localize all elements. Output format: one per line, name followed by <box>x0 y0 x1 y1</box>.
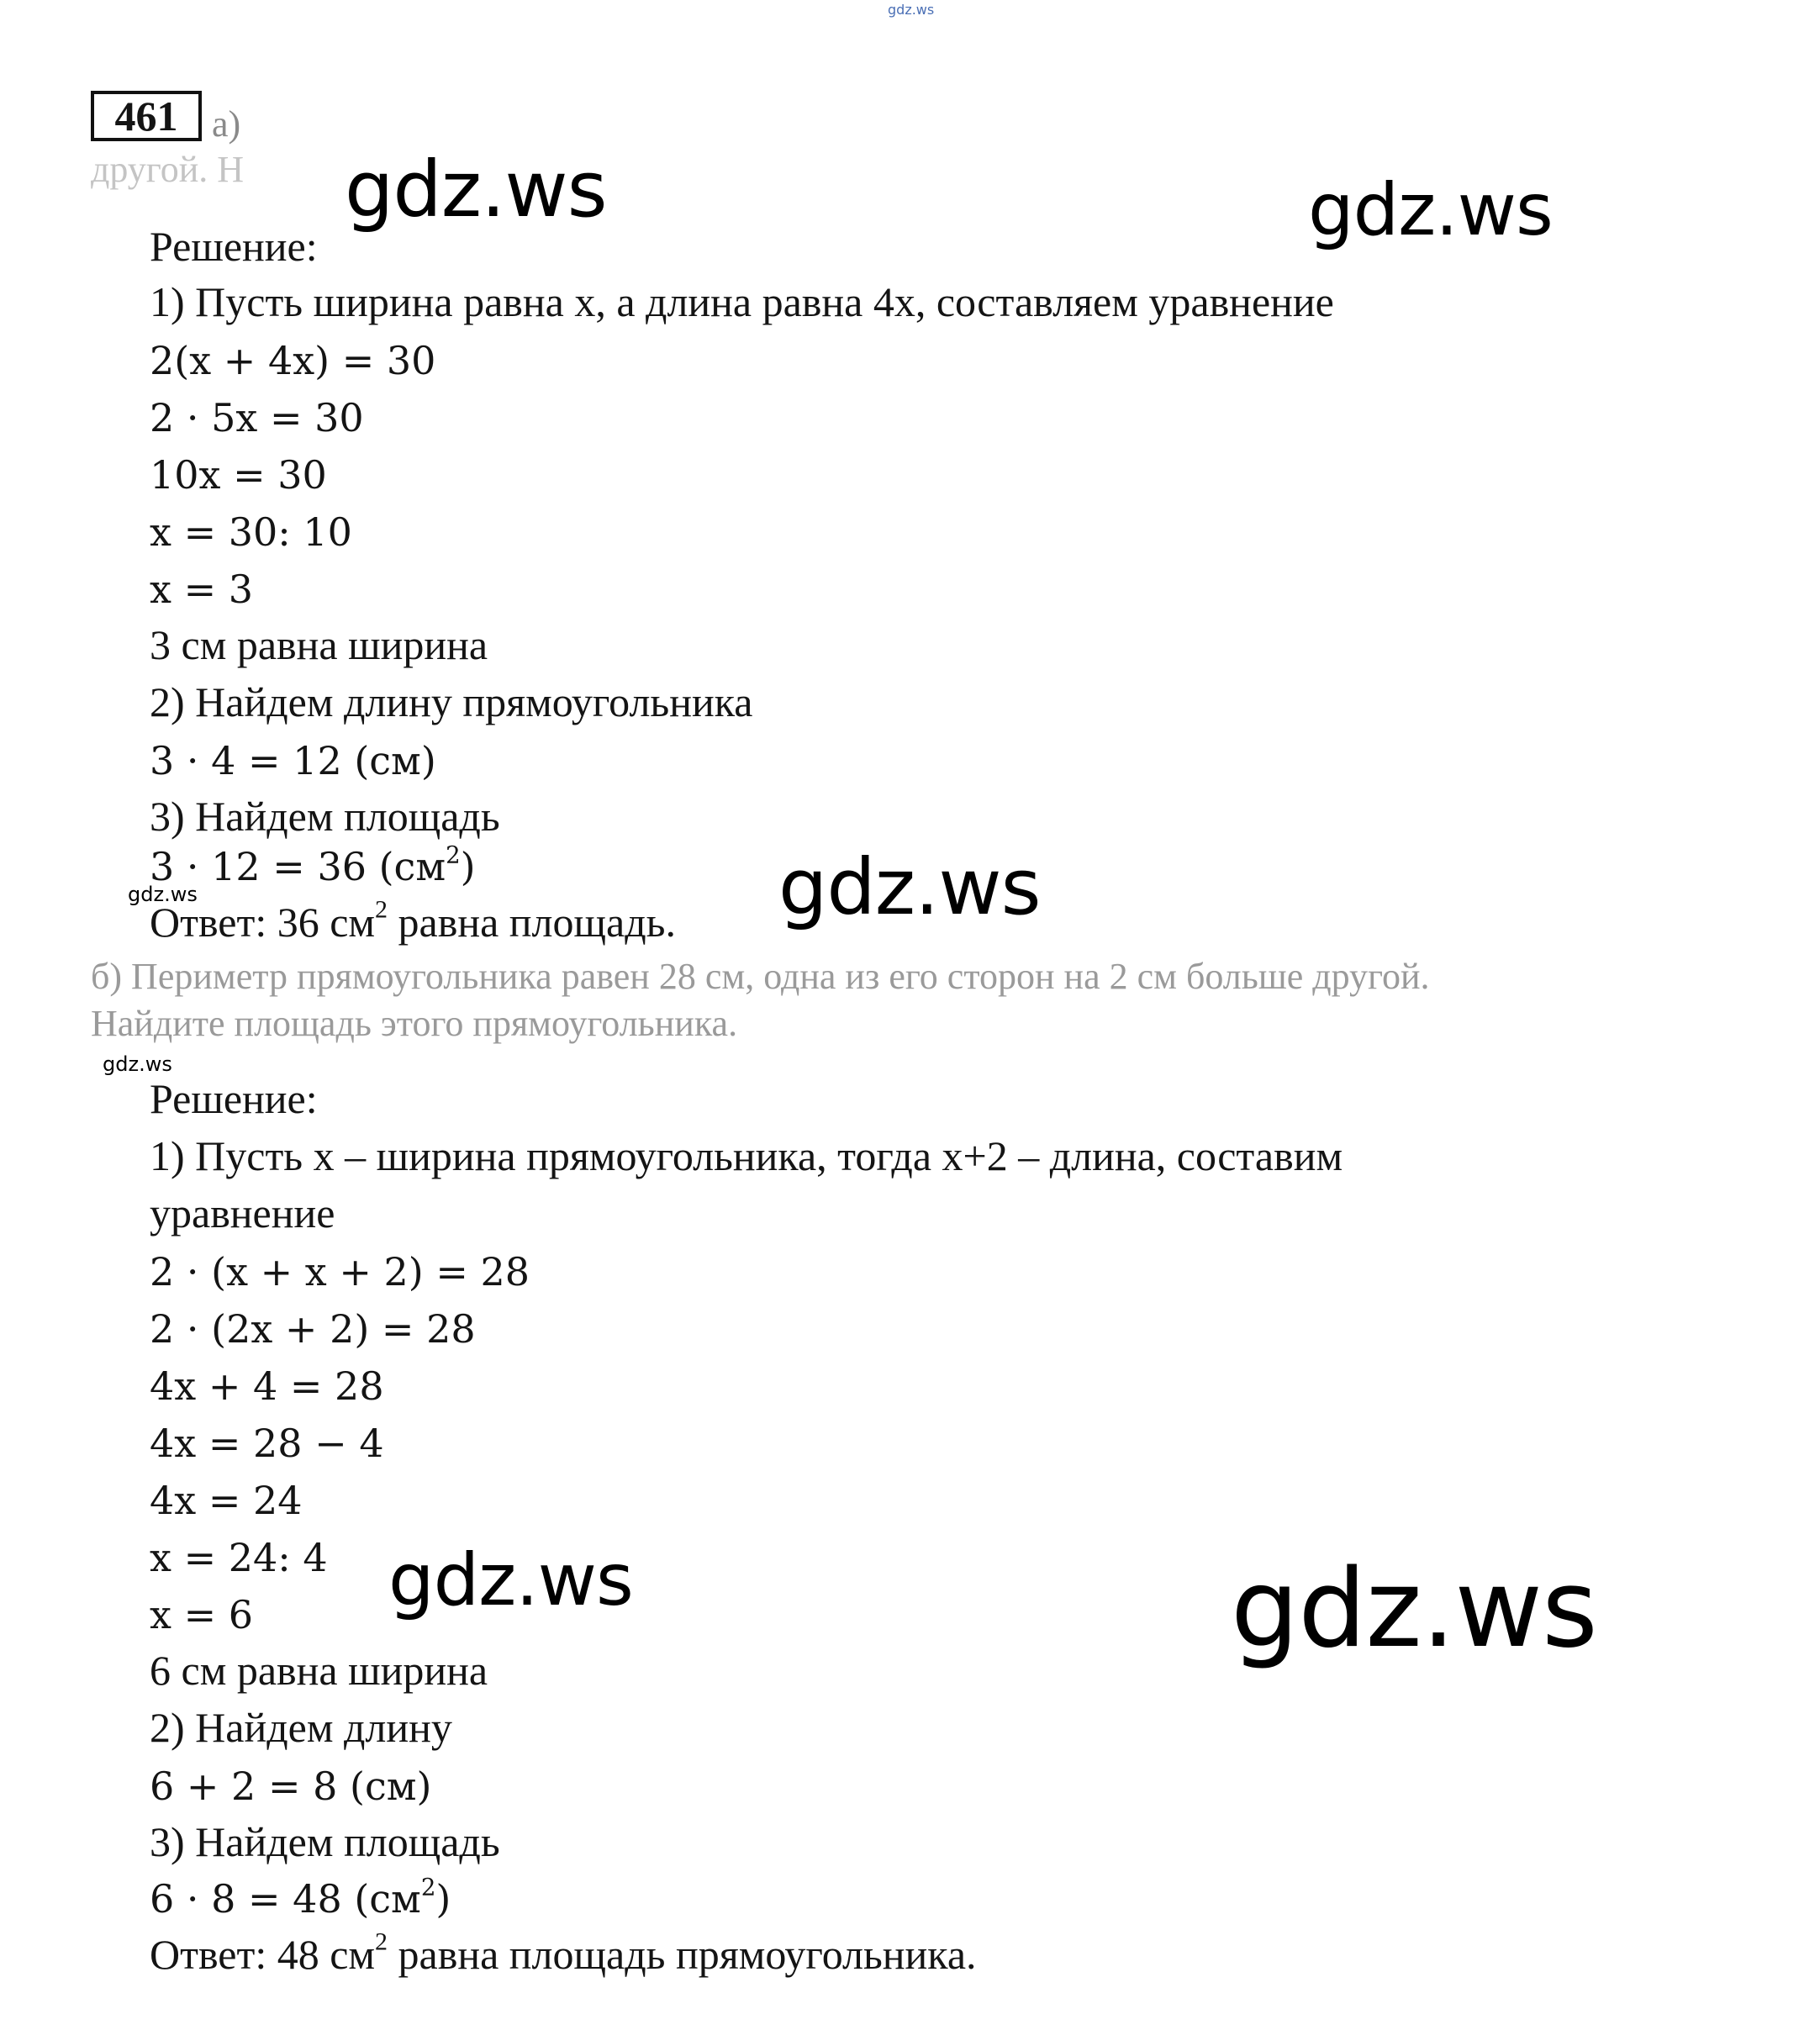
part-b-equation: x = 24: 4 <box>150 1535 328 1580</box>
watermark-large: gdz.ws <box>1308 168 1553 252</box>
watermark-large: gdz.ws <box>1231 1547 1597 1672</box>
part-a-equation: x = 3 <box>150 567 253 612</box>
watermark-large: gdz.ws <box>388 1538 633 1622</box>
part-b-condition-line-2: Найдите площадь этого прямоугольника. <box>91 1003 738 1044</box>
watermark-large: gdz.ws <box>778 842 1041 932</box>
part-b-equation: 2 · (x + x + 2) = 28 <box>150 1249 530 1294</box>
watermark-small: gdz.ws <box>128 883 198 906</box>
part-b-solution-heading: Решение: <box>150 1075 318 1122</box>
part-b-condition-line-1: б) Периметр прямоугольника равен 28 см, одна из его сторон на 2 см больше другой. <box>91 956 1430 997</box>
part-a-equation: 10x = 30 <box>150 452 327 498</box>
part-b-width-result: 6 см равна ширина <box>150 1647 488 1694</box>
part-a-solution-heading: Решение: <box>150 223 318 270</box>
part-b-answer: Ответ: 48 $см^2$ равна площадь прямоугольника. <box>150 1927 977 1978</box>
part-b-area-calc: 6 · 8 = 48 $(см^2)$ <box>150 1873 451 1922</box>
part-a-cutoff-text: другой. Н <box>91 149 245 190</box>
part-a-area-calc: 3 · 12 = 36 $(см^2)$ <box>150 841 476 889</box>
part-a-equation: 2 · 5x = 30 <box>150 395 364 440</box>
part-a-equation: 2(x + 4x) = 30 <box>150 338 436 383</box>
part-a-length-calc: 3 · 4 = 12 (см) <box>150 738 436 783</box>
part-b-equation: 2 · (2x + 2) = 28 <box>150 1306 476 1352</box>
watermark-small: gdz.ws <box>103 1052 172 1076</box>
part-b-step-2: 2) Найдем длину <box>150 1704 452 1751</box>
part-b-equation: x = 6 <box>150 1592 253 1637</box>
part-a-label: а) <box>212 103 241 145</box>
part-a-step-1: 1) Пусть ширина равна х, а длина равна 4х, составляем уравнение <box>150 278 1334 325</box>
part-b-step-1: 1) Пусть х – ширина прямоугольника, тогда х+2 – длина, составим <box>150 1132 1343 1179</box>
watermark-large: gdz.ws <box>345 145 607 235</box>
part-b-equation: 4x = 28 − 4 <box>150 1421 384 1466</box>
part-a-equation: x = 30: 10 <box>150 509 352 555</box>
part-a-step-2: 2) Найдем длину прямоугольника <box>150 678 753 725</box>
part-b-equation: 4x = 24 <box>150 1478 303 1523</box>
task-number: 461 <box>91 91 202 141</box>
part-a-width-result: 3 см равна ширина <box>150 621 488 668</box>
watermark-top-small: gdz.ws <box>888 2 935 18</box>
part-a-answer: Ответ: 36 $см^2$ равна площадь. <box>150 895 676 946</box>
part-a-step-3: 3) Найдем площадь <box>150 793 500 840</box>
part-b-equation: 4x + 4 = 28 <box>150 1363 384 1409</box>
part-b-length-calc: 6 + 2 = 8 (см) <box>150 1764 432 1809</box>
part-b-step-3: 3) Найдем площадь <box>150 1818 500 1865</box>
part-b-step-1-cont: уравнение <box>150 1189 335 1236</box>
